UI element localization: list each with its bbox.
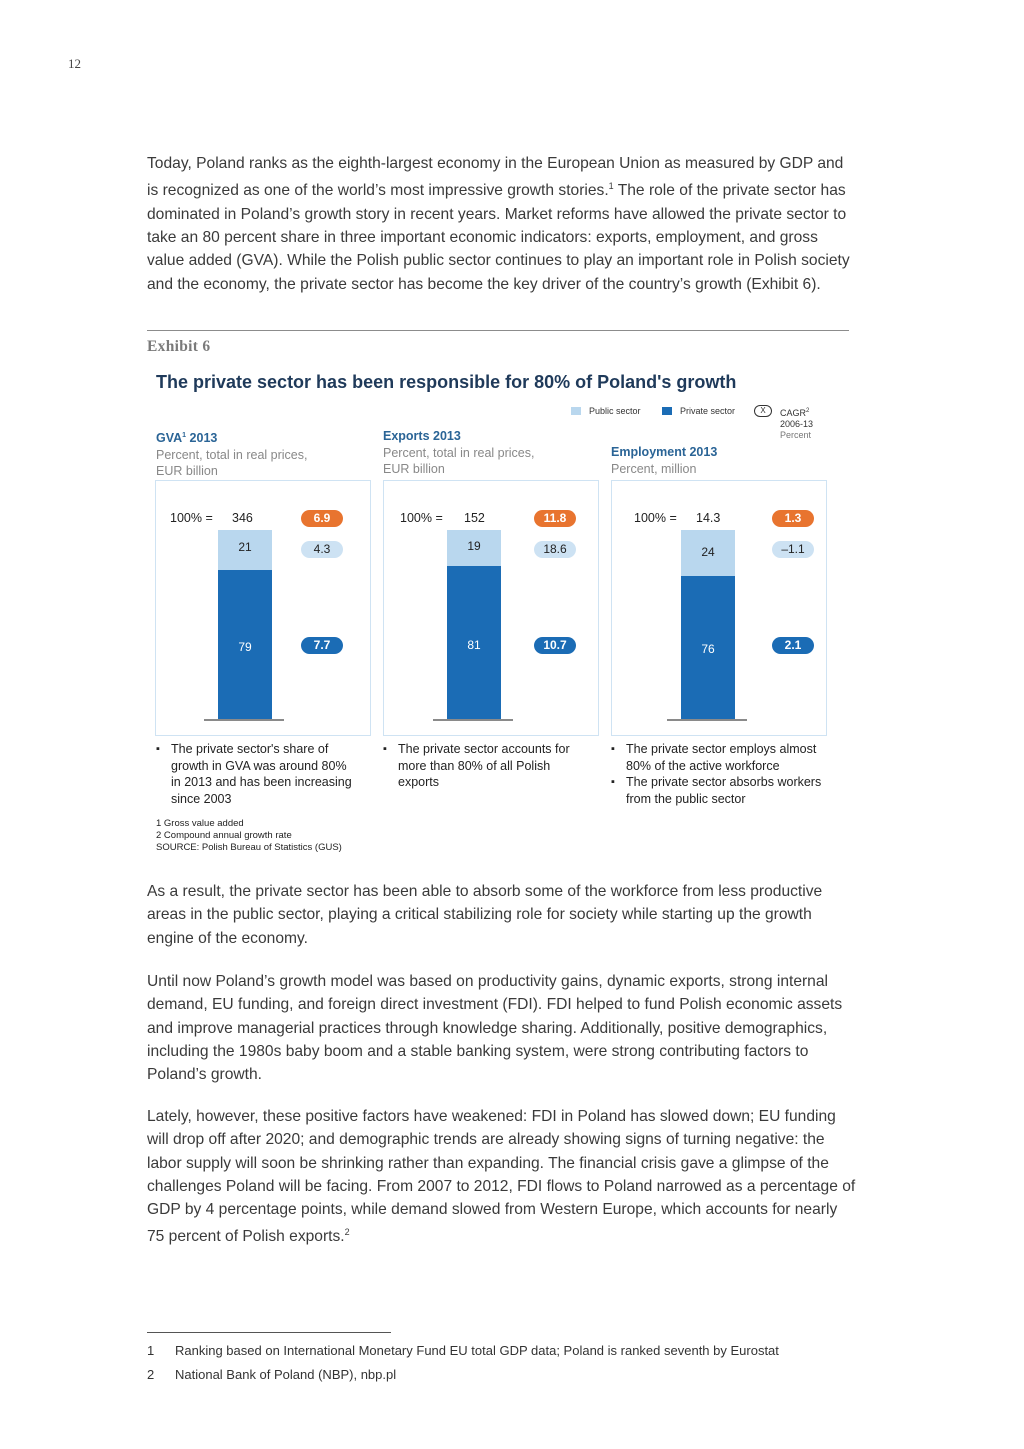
last-paragraph-text: Lately, however, these positive factors have weakened: FDI in Poland has slowed down; EU funding will drop off after 2020; and demographic trends are already showing signs of turning negative: the labor supply will soon be shrinking rather than expanding. The financial crisis gave a glimpse of the challenges Poland will be facing. From 2007 to 2012, FDI flows to Poland narrowed as a percentage of GDP by 4 percentage points, while demand slowed from Western Europe, which accounts for nearly 75 percent of Polish exports.	[147, 1108, 856, 1246]
gva-cagr-private: 7.7	[301, 637, 343, 654]
exports-takeaways	[383, 741, 593, 791]
note-cagr: 2 Compound annual growth rate	[156, 830, 292, 841]
legend-private	[662, 406, 735, 416]
employment-private-value: 76	[701, 642, 715, 656]
exhibit-label: Exhibit 6	[147, 338, 211, 355]
employment-total-prefix: 100% =	[634, 511, 677, 525]
gva-public-value: 21	[238, 540, 252, 554]
private-swatch	[662, 407, 672, 415]
employment-bar-public	[681, 530, 735, 576]
exports-bullet: ▪ The private sector accounts for more than 80% of all Polish exports	[383, 741, 593, 791]
exports-private-value: 81	[467, 638, 481, 652]
body-paragraph: Until now Poland’s growth model was based on productivity gains, dynamic exports, strong internal demand, EU funding, and foreign direct investment (FDI). FDI helped to fund Polish economic assets and improve managerial practices through knowledge sharing. Additionally, positive demographics, including the 1980s baby boom and a stable banking system, were strong contributing factors to Poland’s growth.	[147, 973, 843, 1084]
footnote-2	[147, 1367, 396, 1382]
cagr-unit: Percent	[780, 430, 812, 440]
exports-cagr-private: 10.7	[534, 637, 576, 654]
gva-total-value: 346	[232, 511, 253, 525]
page-number: 12	[68, 56, 81, 71]
note-source: SOURCE: Polish Bureau of Statistics (GUS)	[156, 842, 342, 853]
panel-employment-header	[611, 444, 717, 477]
gva-cagr-total: 6.9	[301, 510, 343, 527]
footnote-number: 1	[147, 1343, 155, 1358]
panel-exports-header	[383, 428, 534, 478]
gva-takeaways	[156, 741, 356, 807]
panel-employment-subtitle: Percent, million	[611, 461, 697, 476]
footnote-divider	[147, 1332, 391, 1333]
footnote-text: National Bank of Poland (NBP), nbp.pl	[175, 1367, 397, 1382]
exports-cagr-public: 18.6	[534, 541, 576, 558]
employment-cagr-total: 1.3	[772, 510, 814, 527]
panel-gva-subtitle: Percent, total in real prices,	[156, 447, 308, 462]
exports-bar-public	[447, 530, 501, 566]
footnote-text: Ranking based on International Monetary Fund EU total GDP data; Poland is ranked seventh by Eurostat	[175, 1343, 779, 1358]
cagr-label: CAGR	[780, 408, 807, 418]
panel-exports-title: Exports 2013	[383, 429, 461, 443]
employment-takeaways	[611, 741, 825, 807]
exports-bar-private	[447, 566, 501, 720]
footnote-1	[147, 1343, 779, 1358]
cagr-marker-icon: X	[754, 405, 772, 417]
gva-cagr-public: 4.3	[301, 541, 343, 558]
gva-bar-public	[218, 530, 272, 570]
employment-bullet: ▪ The private sector employs almost 80% of the active workforce	[611, 741, 825, 774]
gva-bar	[218, 530, 272, 720]
panel-employment-title: Employment 2013	[611, 445, 718, 459]
exports-total-prefix: 100% =	[400, 511, 443, 525]
legend-public-label: Public sector	[589, 406, 641, 416]
employment-total-value: 14.3	[696, 511, 721, 525]
gva-baseline	[204, 719, 284, 721]
cagr-period: 2006-13	[780, 419, 814, 429]
exports-cagr-total: 11.8	[534, 510, 576, 527]
employment-public-value: 24	[701, 545, 715, 559]
employment-bar-private	[681, 576, 735, 720]
exhibit-title: The private sector has been responsible for 80% of Poland's growth	[156, 372, 737, 392]
panel-gva-title: GVA	[156, 431, 183, 446]
employment-cagr-public: –1.1	[772, 541, 814, 558]
exhibit-notes	[156, 818, 342, 854]
panel-gva-header	[156, 428, 307, 480]
legend-public	[571, 406, 641, 416]
gva-bullet: ▪ The private sector's share of growth in GVA was around 80% in 2013 and has been increasing since 2003	[156, 741, 356, 807]
exports-public-value: 19	[467, 539, 481, 553]
panel-gva-unit: EUR billion	[156, 464, 218, 479]
footnote-ref-2[interactable]: 2	[344, 1227, 350, 1238]
panel-exports-unit: EUR billion	[383, 462, 445, 476]
employment-bullet: ▪ The private sector absorbs workers from the public sector	[611, 774, 825, 807]
body-paragraph: As a result, the private sector has been able to absorb some of the workforce from less productive areas in the public sector, playing a critical stabilizing role for society while starting up the growth engine of the economy.	[147, 883, 823, 947]
exports-total-value: 152	[464, 511, 485, 525]
legend-private-label: Private sector	[680, 406, 736, 416]
panel-gva-title-sup: 1	[182, 432, 187, 439]
gva-bar-private	[218, 570, 272, 720]
body-paragraph-last	[147, 1105, 857, 1249]
footnote-number: 2	[147, 1367, 155, 1382]
public-swatch	[571, 407, 581, 415]
exports-baseline	[433, 719, 513, 721]
employment-cagr-private: 2.1	[772, 637, 814, 654]
panel-exports-subtitle: Percent, total in real prices,	[383, 445, 535, 460]
footnote-ref-1[interactable]: 1	[608, 181, 614, 192]
intro-paragraph	[147, 152, 857, 296]
gva-total-prefix: 100% =	[170, 511, 213, 525]
employment-bar	[681, 530, 735, 720]
intro-text-cont: The role of the private sector has dominated in Poland’s growth story in recent years. Market reforms have allowed the private sector to take an 80 percent share in three important economic indicators: exports, employment, and gross value added (GVA). While the Polish public sector continues to play an important role in Polish society and the economy, the private sector has become the key driver of the country’s growth (Exhibit 6).	[147, 182, 850, 293]
gva-private-value: 79	[238, 640, 252, 654]
note-gva: 1 Gross value added	[156, 818, 244, 829]
cagr-legend	[780, 406, 813, 441]
panel-gva-title-year: 2013	[186, 431, 218, 446]
intro-text: Today, Poland ranks as the eighth-largest economy in the European Union as measured by GDP and is recognized as one of the world’s most impressive growth stories.	[147, 155, 844, 200]
employment-baseline	[667, 719, 747, 721]
exports-bar	[447, 530, 501, 720]
exhibit-divider	[147, 330, 849, 331]
cagr-sup: 2	[806, 408, 810, 414]
